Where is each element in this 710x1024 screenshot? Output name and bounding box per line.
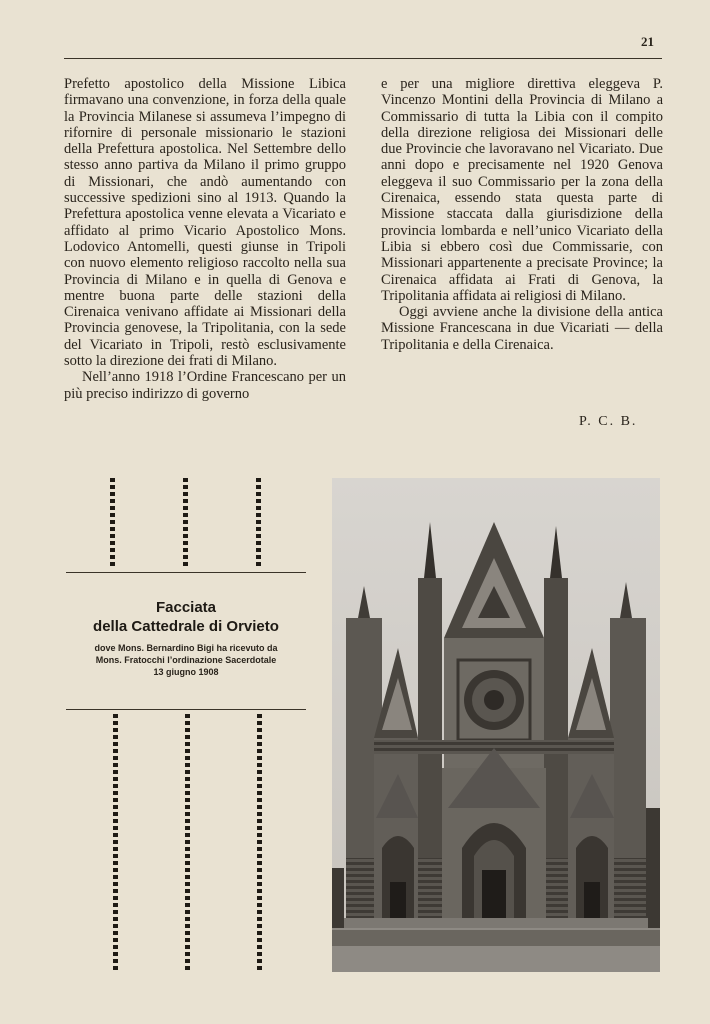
caption-subtitle-line: Mons. Fratocchi l’ordinazione Sacerdotale	[95, 655, 277, 665]
decorative-dash-line	[185, 714, 190, 972]
decorative-dash-line	[256, 478, 261, 568]
caption-subtitle	[66, 642, 306, 678]
article-column-left	[64, 76, 346, 402]
decorative-dash-line	[113, 714, 118, 972]
caption-subtitle-line: dove Mons. Bernardino Bigi ha ricevuto da	[94, 643, 278, 653]
decorative-dash-line	[110, 478, 115, 568]
paragraph: Prefetto apostolico della Missione Libica firmavano una convenzione, in forza della quale la Provincia Milanese si assumeva l’impegno di rifornire di personale missionario le stazioni della Prefettura apostolica. Nel Settembre dello stesso anno partiva da Milano il primo gruppo di Missionari, che andò aumentando con successive spedizioni sino al 1913. Quando la Prefettura apostolica venne elevata a Vicariato e affidato al primo Vicario Apostolico Mons. Lodovico Antomelli, questi giunse in Tripoli con nuovo elemento religioso raccolto nella sua Provincia di Milano e in quella di Genova e mentre buona parte delle stazioni della Cirenaica venivano affidate ai Missionari della Provincia genovese, la Tripolitania, con la sede del Vicariato in Tripoli, restò esclusivamente sotto la direzione dei frati di Milano.	[64, 76, 346, 370]
caption-title-line: della Cattedrale di Orvieto	[93, 618, 279, 635]
paragraph: Nell’anno 1918 l’Ordine Francescano per un più preciso indirizzo di governo	[64, 369, 346, 402]
caption-title-line: Facciata	[155, 599, 217, 616]
page-number: 21	[641, 34, 654, 49]
article-column-right	[381, 76, 663, 353]
paragraph: e per una migliore direttiva eleggeva P. Vincenzo Montini della Provincia di Milano a Commissario di tutta la Libia con il compito della direzione religiosa dei Missionari delle due Provincie che lavoravano nel Vicariato. Due anni dopo e precisamente nel 1920 Genova eleggeva il suo Commissario per la zona della Cirenaica, essendo stata questa parte di Missione staccata dalla giurisdizione della provincia lombarda e nell’unico Vicariato della Libia si ebbero così due Commissarie, con Missionari appartenente a precisate Province; la Cirenaica affidata ai Frati di Genova, la Tripolitania affidata ai religiosi di Milano.	[381, 76, 663, 304]
paragraph: Oggi avviene anche la divisione della antica Missione Francescana in due Vicariati — della Tripolitania e della Cirenaica.	[381, 304, 663, 353]
decorative-dash-line	[183, 478, 188, 568]
header-rule	[64, 58, 662, 59]
caption-subtitle-line: 13 giugno 1908	[153, 667, 219, 677]
caption-title	[66, 598, 306, 636]
author-signature: P. C. B.	[579, 414, 638, 429]
decorative-dash-line	[257, 714, 262, 972]
photo-caption	[66, 598, 306, 678]
caption-rule-top	[66, 572, 306, 573]
cathedral-facade-illustration	[332, 478, 660, 972]
cathedral-photo	[332, 478, 660, 972]
caption-rule-bottom	[66, 709, 306, 710]
